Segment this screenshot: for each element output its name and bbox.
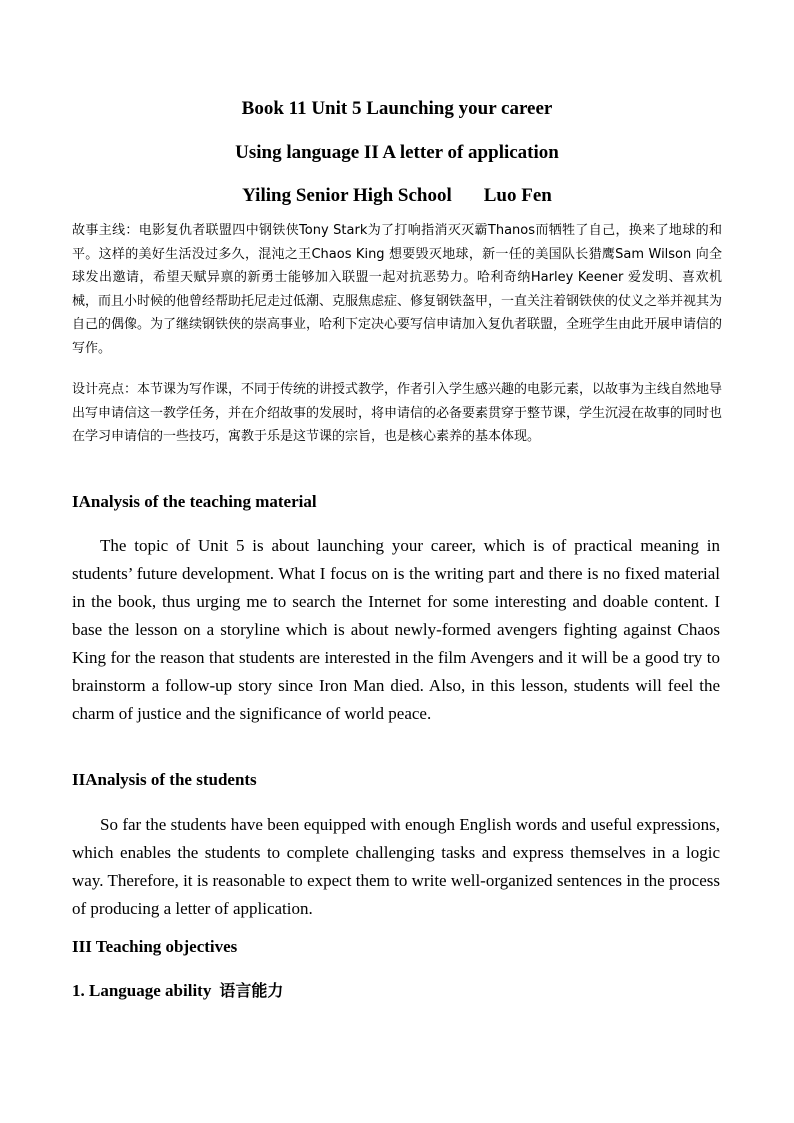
section-heading-students: IIAnalysis of the students [72, 770, 257, 789]
document-title: Book 11 Unit 5 Launching your career [241, 98, 553, 119]
language-ability-cn-label: 语言能力 [219, 981, 284, 1000]
school-name: Yiling Senior High School [242, 185, 452, 206]
author-line [0, 185, 794, 207]
students-analysis-paragraph: So far the students have been equipped with enough English words and useful expressions, which enables the students to complete challenging tasks and express themselves in a logic way. Therefore, it is reasonable to expect them to write well-organized sentences in the process of producing a letter of application. [72, 815, 720, 918]
language-ability-label: 1. Language ability [72, 981, 212, 1000]
document-subtitle: Using language II A letter of application [235, 142, 559, 163]
subsection-heading-language-ability [72, 978, 283, 1001]
design-highlights-paragraph: 设计亮点：本节课为写作课，不同于传统的讲授式教学，作者引入学生感兴趣的电影元素，以故事为主线自然地导出写申请信这一教学任务，并在介绍故事的发展时，将申请信的必备要素贯穿于整节课，学生沉浸在故事的同时也在学习申请信的一些技巧，寓教于乐是这节课的宗旨，也是核心素养的基本体现。 [72, 382, 723, 444]
section-heading-material: IAnalysis of the teaching material [72, 492, 317, 511]
storyline-paragraph: 故事主线：电影复仇者联盟四中钢铁侠Tony Stark为了打响指消灭灭霸Thanos而牺牲了自己，换来了地球的和平。这样的美好生活没过多久，混沌之王Chaos King 想要毁灭地球，新一任的美国队长猎鹰Sam Wilson 向全球发出邀请，希望天赋异禀的新勇士能够加入联盟一起对抗恶势力。哈利奇纳Harley Keener 爱发明、喜欢机械，而且小时候的他曾经帮助托尼走过低潮、克服焦虑症、修复钢铁盔甲，一直关注着钢铁侠的仗义之举并视其为自己的偶像。为了继续钢铁侠的崇高事业，哈利下定决心要写信申请加入复仇者联盟，全班学生由此开展申请信的写作。 [72, 223, 723, 356]
material-analysis-paragraph: The topic of Unit 5 is about launching your career, which is of practical meaning in students’ future development. What I focus on is the writing part and there is no fixed material in the book, thus urging me to search the Internet for some interesting and doable content. I base the lesson on a storyline which is about newly-formed avengers fighting against Chaos King for the reason that students are interested in the film Avengers and it will be a good try to brainstorm a follow-up story since Iron Man died. Also, in this lesson, students will feel the charm of justice and the significance of world peace. [72, 536, 720, 723]
section-heading-objectives: III Teaching objectives [72, 937, 238, 956]
author-name: Luo Fen [483, 185, 552, 206]
